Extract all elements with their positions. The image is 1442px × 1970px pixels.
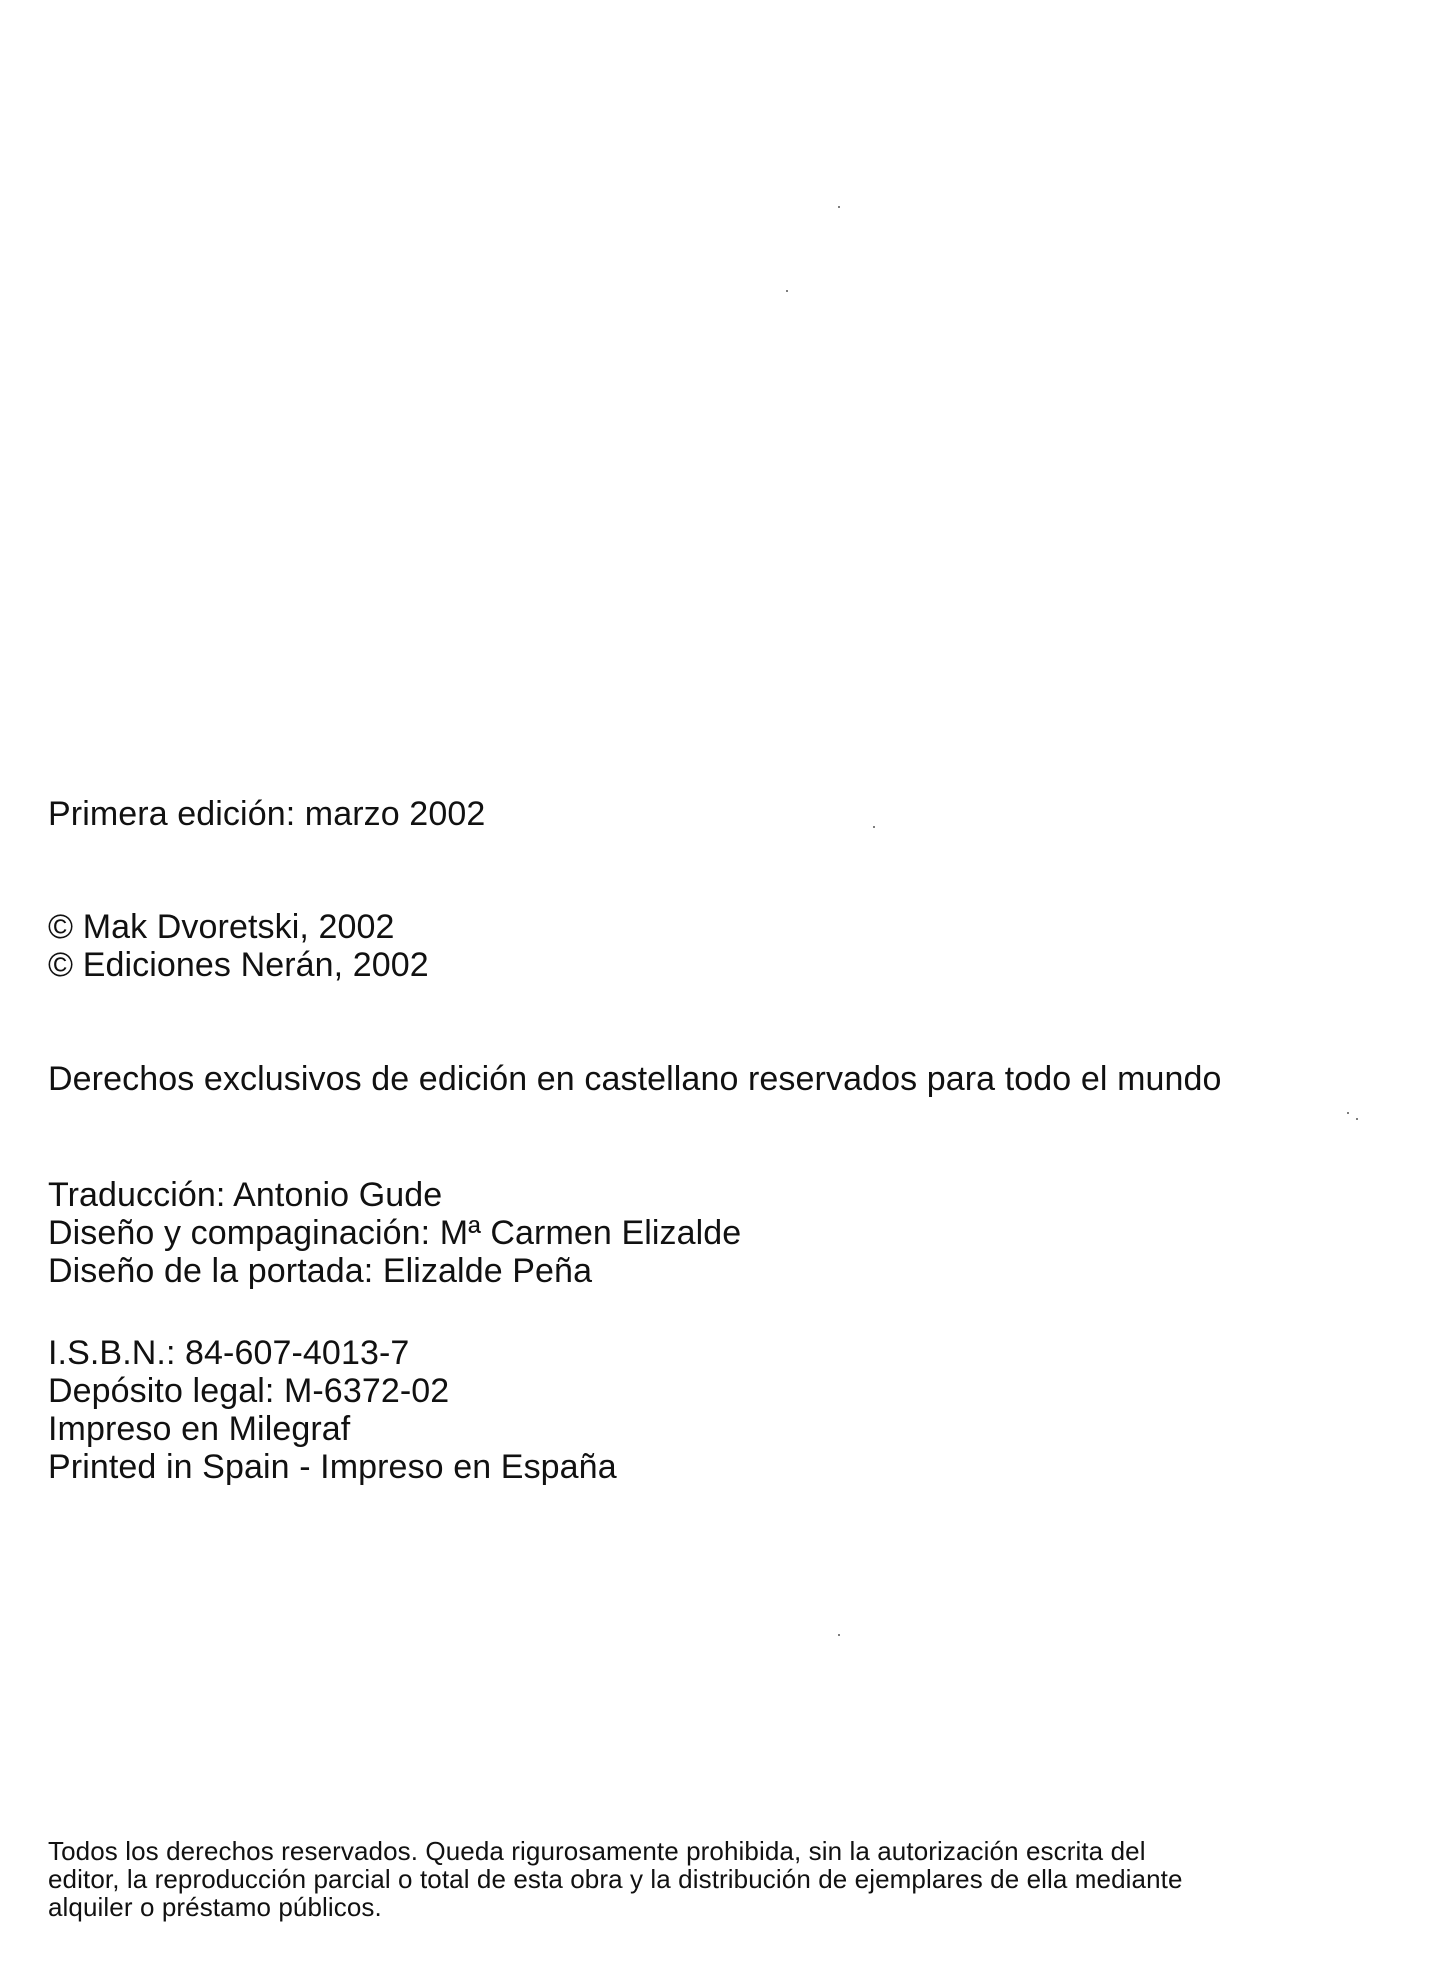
legal-notice-block bbox=[48, 1837, 1388, 1921]
edition-block bbox=[48, 795, 485, 833]
copyright-publisher-line: © Ediciones Nerán, 2002 bbox=[48, 946, 429, 984]
copyright-block bbox=[48, 908, 429, 984]
legal-deposit-line: Depósito legal: M-6372-02 bbox=[48, 1372, 450, 1410]
layout-credit-line: Diseño y compaginación: Mª Carmen Elizalde bbox=[48, 1214, 742, 1252]
publication-info-block bbox=[48, 1334, 617, 1486]
rights-statement-line: Derechos exclusivos de edición en castellano reservados para todo el mundo bbox=[48, 1060, 1222, 1098]
scan-speck bbox=[786, 290, 788, 292]
legal-notice-line: Todos los derechos reservados. Queda rigurosamente prohibida, sin la autorización escrita del bbox=[48, 1836, 1146, 1866]
scan-speck bbox=[838, 1634, 840, 1636]
cover-credit-line: Diseño de la portada: Elizalde Peña bbox=[48, 1252, 593, 1290]
scan-speck bbox=[1356, 1118, 1358, 1120]
first-edition-line: Primera edición: marzo 2002 bbox=[48, 795, 486, 833]
scan-speck bbox=[838, 206, 840, 208]
credits-block bbox=[48, 1176, 741, 1290]
scan-speck bbox=[1347, 1112, 1349, 1114]
printer-line: Impreso en Milegraf bbox=[48, 1410, 351, 1448]
legal-notice-line: alquiler o préstamo públicos. bbox=[48, 1892, 382, 1922]
printed-in-line: Printed in Spain - Impreso en España bbox=[48, 1448, 617, 1486]
translation-credit-line: Traducción: Antonio Gude bbox=[48, 1176, 443, 1214]
copyright-author-line: © Mak Dvoretski, 2002 bbox=[48, 908, 395, 946]
scan-speck bbox=[873, 826, 875, 828]
legal-notice-line: editor, la reproducción parcial o total de esta obra y la distribución de ejemplares de ella mediante bbox=[48, 1864, 1183, 1894]
rights-block bbox=[48, 1060, 1222, 1098]
isbn-line: I.S.B.N.: 84-607-4013-7 bbox=[48, 1334, 410, 1372]
